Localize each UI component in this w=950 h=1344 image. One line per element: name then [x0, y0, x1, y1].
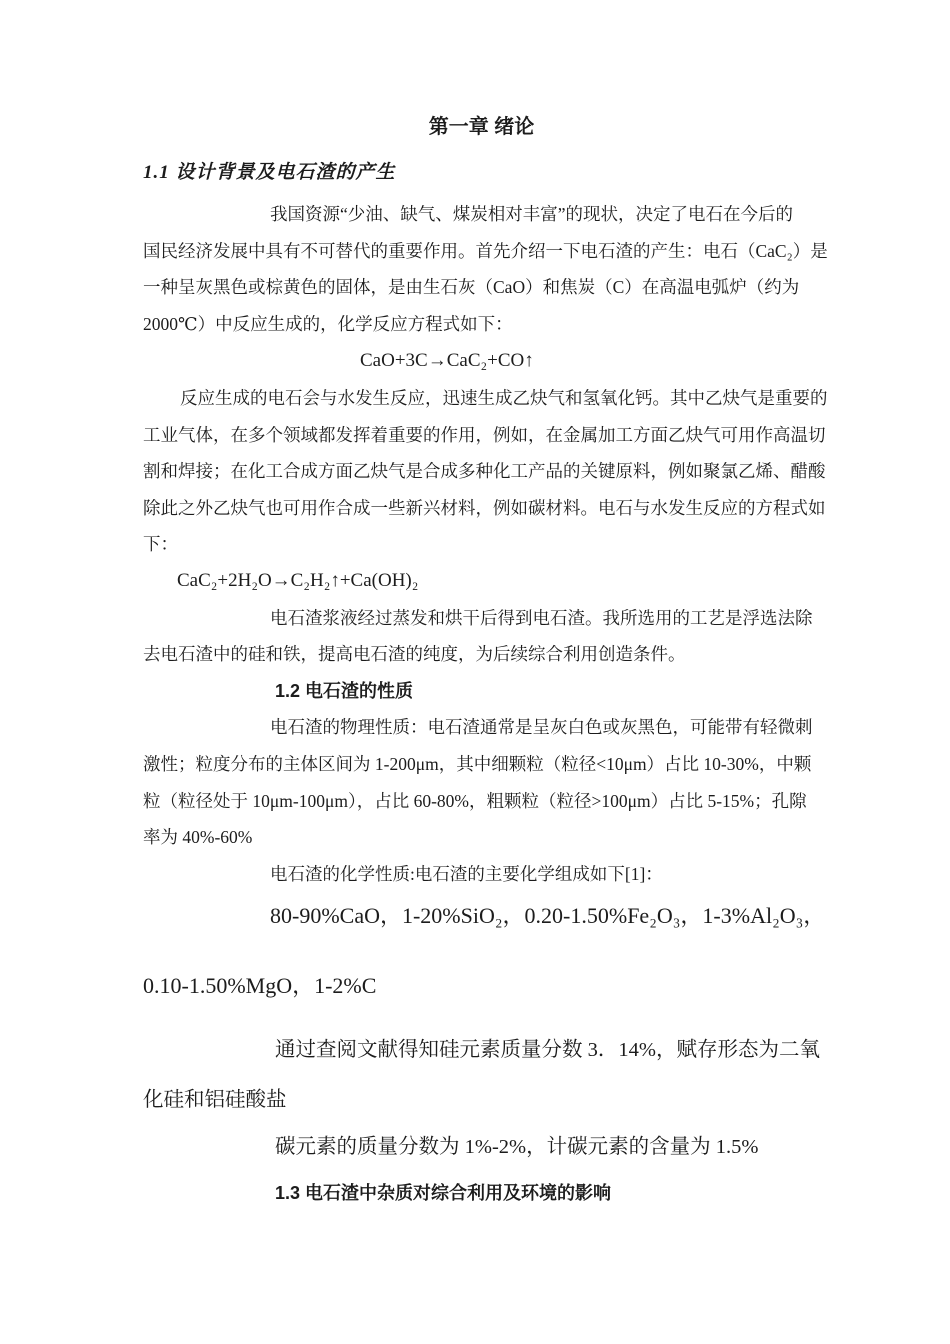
- paragraph-line: 化硅和铝硅酸盐: [143, 1089, 287, 1112]
- composition-list: [143, 896, 826, 1006]
- paragraph-line: 我国资源“少油、缺气、煤炭相对丰富”的现状，决定了电石在今后的: [270, 204, 794, 224]
- paragraph-silicon-content: [143, 1030, 820, 1120]
- paragraph-acetylene: [143, 380, 828, 563]
- paragraph-line: 除此之外乙炔气也可用作合成一些新兴材料，例如碳材料。电石与水发生反应的方程式如: [143, 497, 826, 518]
- paragraph-line: 国民经济发展中具有不可替代的重要作用。首先介绍一下电石渣的产生：电石（CaC₂）是: [143, 240, 828, 261]
- section-heading-1-1: 1.1 设计背景及电石渣的产生: [143, 162, 396, 183]
- section-heading-1-2: 1.2 电石渣的性质: [275, 680, 414, 701]
- equation-carbide-hydrolysis: CaC₂+2H₂O→C₂H₂↑+Ca(OH)₂: [177, 569, 419, 591]
- paragraph-line: 率为 40%-60%: [143, 827, 253, 848]
- composition-line: 80-90%CaO，1-20%SiO₂，0.20-1.50%Fe₂O₃，1-3%Al₂O₃，: [270, 903, 826, 929]
- chapter-title: 第一章 绪论: [428, 116, 535, 138]
- paragraph-line: 下：: [143, 534, 178, 555]
- paragraph-background: [143, 196, 828, 342]
- paragraph-carbon-content: 碳元素的质量分数为 1%-2%，计碳元素的含量为 1.5%: [275, 1136, 759, 1159]
- paragraph-line: 工业气体，在多个领域都发挥着重要的作用，例如，在金属加工方面乙炔气可用作高温切: [143, 424, 826, 445]
- paragraph-line: 粒（粒径处于 10μm-100μm），占比 60-80%，粗颗粒（粒径>100μm）占比 5-15%；孔隙: [143, 790, 807, 811]
- equation-carbide-formation: CaO+3C→CaC₂+CO↑: [360, 350, 534, 372]
- paragraph-line: 割和焊接；在化工合成方面乙炔气是合成多种化工产品的关键原料，例如聚氯乙烯、醋酸: [143, 461, 826, 482]
- paragraph-line: 电石渣浆液经过蒸发和烘干后得到电石渣。我所选用的工艺是浮选法除: [270, 607, 813, 628]
- section-heading-1-3: 1.3 电石渣中杂质对综合利用及环境的影响: [275, 1183, 612, 1204]
- paragraph-line: 去电石渣中的硅和铁，提高电石渣的纯度，为后续综合利用创造条件。: [143, 644, 686, 665]
- paragraph-line: 通过查阅文献得知硅元素质量分数 3．14%，赋存形态为二氧: [275, 1039, 820, 1062]
- paragraph-line: 2000℃）中反应生成的，化学反应方程式如下：: [143, 313, 513, 334]
- paragraph-chemical-properties: 电石渣的化学性质:电石渣的主要化学组成如下[1]：: [270, 863, 663, 884]
- paragraph-line: 一种呈灰黑色或棕黄色的固体，是由生石灰（CaO）和焦炭（C）在高温电弧炉（约为: [143, 277, 800, 298]
- paragraph-line: 电石渣的物理性质：电石渣通常是呈灰白色或灰黑色，可能带有轻微刺: [270, 717, 813, 738]
- composition-line: 0.10-1.50%MgO，1-2%C: [143, 973, 377, 999]
- paragraph-physical-properties: [143, 709, 820, 855]
- paragraph-slag-process: [143, 600, 820, 673]
- paragraph-line: 反应生成的电石会与水发生反应，迅速生成乙炔气和氢氧化钙。其中乙炔气是重要的: [180, 387, 828, 408]
- paragraph-line: 激性；粒度分布的主体区间为 1-200μm，其中细颗粒（粒径<10μm）占比 10-30%，中颗: [143, 753, 812, 774]
